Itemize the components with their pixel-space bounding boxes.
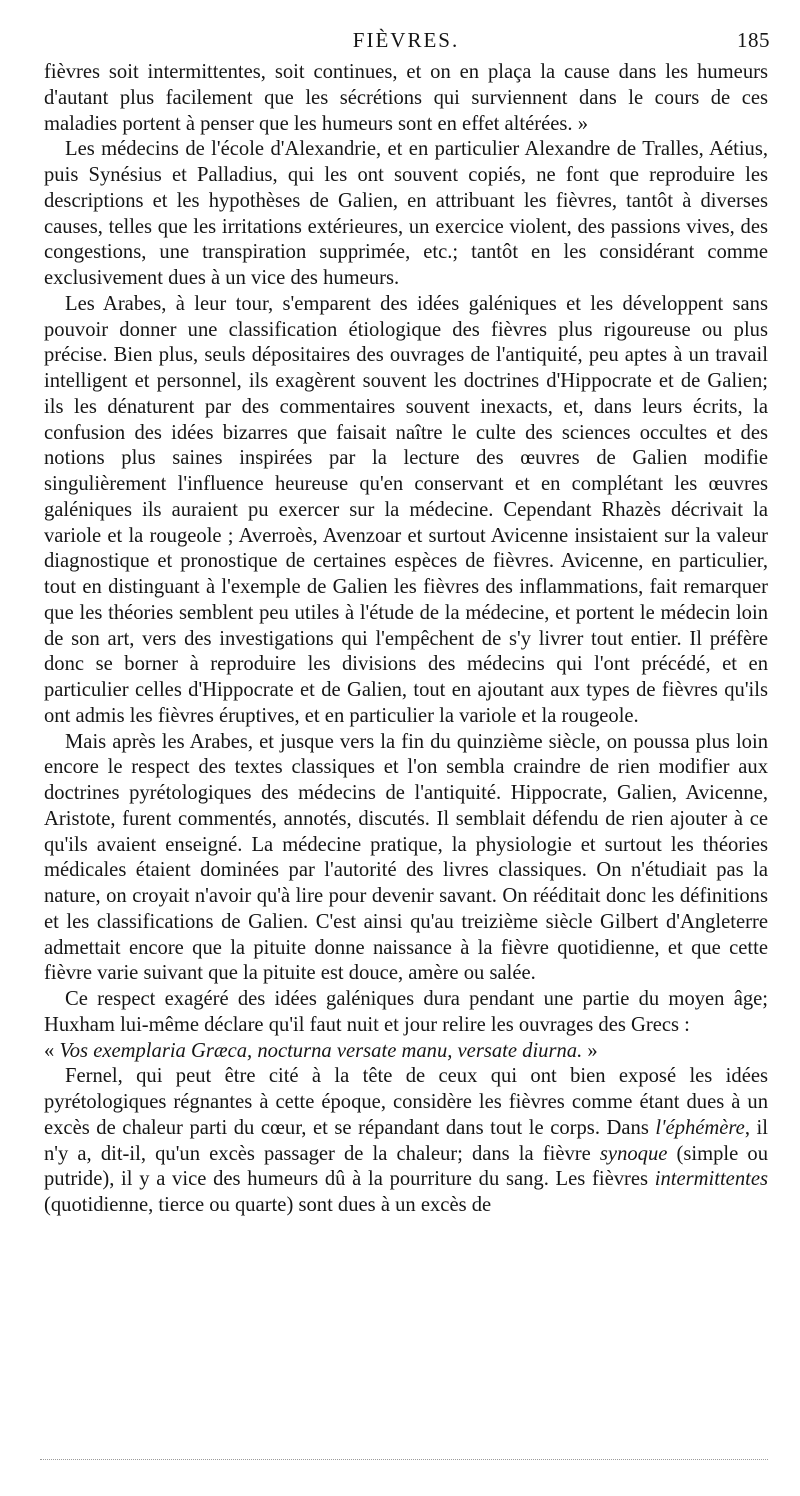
- body-text: [44, 60, 768, 1219]
- paragraph-continuation: fièvres soit intermittentes, soit continues, et on en plaça la cause dans les humeurs d'autant plus facilement que les sécrétions qui surviennent dans le cours de ces maladies portent à penser que les humeurs sont en effet altérées. »: [44, 61, 768, 135]
- fernel-text-a: Fernel, qui peut être cité à la tête de ceux qui ont bien exposé les idées pyrétologiques régnantes à cette époque, considère les fièvres comme étant dues à un excès de chaleur parti du cœur, et se répandant dans tout le corps. Dans: [44, 1065, 768, 1139]
- paragraph-huxham: [44, 987, 768, 1064]
- latin-quotation: Vos exemplaria Græca, nocturna versate manu, versate diurna.: [59, 1039, 583, 1062]
- paragraph-alexandria: Les médecins de l'école d'Alexandrie, et en particulier Alexandre de Tralles, Aétius, puis Synésius et Palladius, qui les ont souvent copiés, ne font que reproduire les descriptions et les hypothèses de Galien, en attribuant les fièvres, tantôt à diverses causes, telles que les irritations extérieures, un exercice violent, des passions vives, des congestions, une transpiration supprimée, etc.; tantôt en les considérant comme exclusivement dues à un vice des humeurs.: [44, 138, 768, 289]
- quote-open: «: [44, 1039, 60, 1062]
- fernel-text-b: , il n'y a, dit-il, qu'un excès passager de la chaleur; dans la fièvre: [44, 1116, 768, 1165]
- fernel-text-d: (quotidienne, tierce ou quarte) sont dues à un excès de: [44, 1194, 492, 1216]
- paragraph-fernel: [44, 1064, 768, 1219]
- page-header: [44, 26, 768, 60]
- term-synoque: synoque: [599, 1142, 668, 1165]
- quote-close: »: [582, 1039, 598, 1062]
- running-title: FIÈVRES.: [352, 28, 460, 52]
- term-ephemere: l'éphémère: [655, 1116, 745, 1139]
- page-number: 185: [737, 28, 770, 52]
- paragraph-arabs: Les Arabes, à leur tour, s'emparent des idées galéniques et les développent sans pouvoir donner une classification étiologique des fièvres plus rigoureuse ou plus précise. Bien plus, seuls dépositaires des ouvrages de l'antiquité, peu aptes à un travail intelligent et personnel, ils exagèrent souvent les doctrines d'Hippocrate et de Galien; ils les dénaturent par des commentaires souvent inexacts, et, dans leurs écrits, la confusion des idées bizarres que faisait naître le culte des sciences occultes et des notions plus saines inspirées par la lecture des œuvres de Galien modifie singulièrement l'influence heureuse qu'en conservant et en complétant les œuvres galéniques ils auraient pu exercer sur la médecine. Cependant Rhazès décrivait la variole et la rougeole ; Averroès, Avenzoar et surtout Avicenne insistaient sur la valeur diagnostique et pronostique de certaines espèces de fièvres. Avicenne, en particulier, tout en distinguant à l'exemple de Galien les fièvres des inflammations, fait remarquer que les théories semblent peu utiles à l'étude de la médecine, et portent le médecin loin de son art, vers des investigations qui l'empêchent de s'y livrer tout entier. Il préfère donc se borner à reproduire les divisions des médecins qui l'ont précédé, et en particulier celles d'Hippocrate et de Galien, tout en ajoutant aux types de fièvres qu'ils ont admis les fièvres éruptives, et en particulier la variole et la rougeole.: [44, 292, 768, 727]
- fernel-text-c: (simple ou putride), il y a vice des humeurs dû à la pourriture du sang. Les fièvres: [44, 1142, 768, 1191]
- huxham-text: Ce respect exagéré des idées galéniques dura pendant une partie du moyen âge; Huxham lui-même déclare qu'il faut nuit et jour relire les ouvrages des Grecs :: [44, 988, 768, 1036]
- term-intermittentes: intermittentes: [654, 1168, 768, 1191]
- footer-dotted-rule: [40, 1459, 768, 1460]
- paragraph-middle-ages: Mais après les Arabes, et jusque vers la fin du quinzième siècle, on poussa plus loin encore le respect des textes classiques et l'on sembla craindre de rien modifier aux doctrines pyrétologiques des médecins de l'antiquité. Hippocrate, Galien, Avicenne, Aristote, furent commentés, annotés, discutés. Il semblait défendu de rien ajouter à ce qu'ils avaient enseigné. La médecine pratique, la physiologie et surtout les théories médicales étaient dominées par l'autorité des livres classiques. On n'étudiait pas la nature, on croyait n'avoir qu'à lire pour devenir savant. On rééditait donc les définitions et les classifications de Galien. C'est ainsi qu'au treizième siècle Gilbert d'Angleterre admettait encore que la pituite donne naissance à la fièvre quotidienne, et que cette fièvre varie suivant que la pituite est douce, amère ou salée.: [44, 730, 768, 985]
- book-page: [44, 26, 768, 1219]
